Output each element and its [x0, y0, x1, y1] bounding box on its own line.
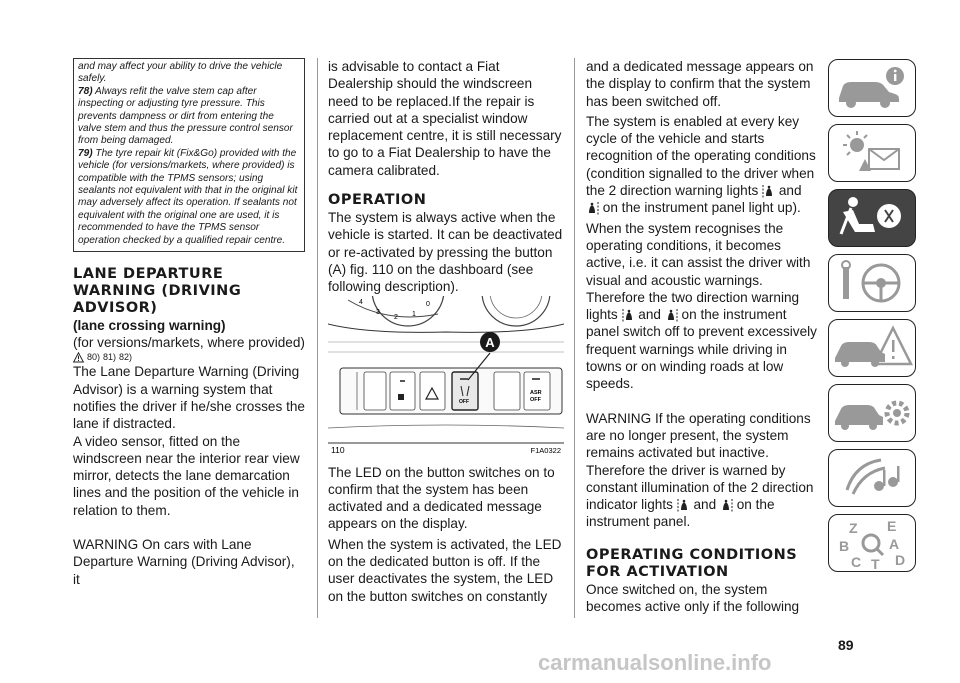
car-warning-icon — [829, 320, 915, 376]
column-divider — [574, 58, 575, 618]
paragraph-key-cycle: The system is enabled at every key cycle of the vehicle and starts recognition of the operating conditions (condition signalled to the driver when the 2 direction warning lights and on the instrument panel light up). — [586, 113, 816, 216]
index-letter-d: D — [895, 552, 906, 568]
paragraph-led-on: The LED on the button switches on to confirm that the system has been activated and a dedicated message appears on the display. — [328, 464, 555, 532]
lane-warning-right-icon — [586, 201, 599, 216]
lane-warning-right-icon — [665, 308, 678, 323]
warning-triangle-icon — [73, 352, 84, 363]
warn-ref-82: 82) — [119, 352, 133, 363]
paragraph-operation: The system is always active when the vehicle is started. It can be deactivated or re-activated by pressing the button (A) fig. 110 on the dashboard (see following description). — [328, 210, 563, 295]
watermark: carmanualsonline.info — [538, 650, 772, 675]
tab-safety[interactable] — [828, 189, 916, 247]
index-letter-t: T — [871, 556, 880, 571]
gauge-mark-0: 0 — [426, 300, 430, 308]
dashboard-illustration — [328, 296, 564, 456]
page-number: 89 — [838, 637, 854, 653]
paragraph-warning-inactive: WARNING If the operating conditions are no longer present, the system remains activated but inactive. Therefore the driver is warned by constant illumination of the 2 direction indicator lights and on the instrument panel. — [586, 410, 814, 530]
note-78: 78) Always refit the valve stem cap after inspecting or adjusting tyre pressure. This prevents dampness or dirt from entering the valve stem and thus the pressure control sensor from being damaged. — [78, 85, 293, 147]
paragraph-intro: The Lane Departure Warning (Driving Advisor) is a warning system that notifies the driver if he/she crosses the lane if distracted. — [73, 364, 305, 432]
tab-servicing[interactable] — [828, 384, 916, 442]
lane-warning-left-icon — [762, 184, 775, 199]
subtitle-lane-crossing: (lane crossing warning) — [73, 318, 226, 334]
dashboard-lights-icon — [829, 125, 915, 181]
tab-dashboard-lights[interactable] — [828, 124, 916, 182]
gauge-mark-4: 4 — [359, 298, 363, 306]
tab-emergency[interactable] — [828, 319, 916, 377]
paragraph-recognition: When the system recognises the operating conditions, it becomes active, i.e. it can assist the driver with visual and acoustic warnings. Therefore the two direction warning lights and on the instrument panel switch off to prevent excessively frequent warnings while driving in towns or on winding roads at low speeds. — [586, 220, 817, 392]
car-info-icon — [829, 60, 915, 116]
index-letter-a: A — [889, 536, 900, 552]
section-title-operating-conditions: OPERATING CONDITIONS FOR ACTIVATION — [586, 546, 798, 580]
warning-references — [73, 351, 305, 363]
warning-notes-box — [73, 58, 305, 252]
lane-warning-left-icon — [622, 308, 635, 323]
tab-multimedia[interactable] — [828, 449, 916, 507]
gauge-mark-2: 2 — [394, 313, 398, 321]
asr-off-label: OFF — [530, 396, 541, 403]
paragraph-message-display: and a dedicated message appears on the display to confirm that the system has been switched off. — [586, 59, 814, 109]
index-icon — [829, 515, 915, 571]
multimedia-icon — [829, 450, 915, 506]
section-title-lane-departure: LANE DEPARTURE WARNING (DRIVING ADVISOR) — [73, 266, 242, 317]
seat-airbag-icon — [829, 190, 915, 246]
asr-label: ASR — [530, 389, 542, 396]
index-letter-b: B — [839, 538, 850, 554]
tab-car-info[interactable] — [828, 59, 916, 117]
lane-warning-right-icon — [720, 498, 733, 513]
note-79: 79) The tyre repair kit (Fix&Go) provided with the vehicle (for versions/markets, where provided) is compatible with the TPMS sensors; using sealants not equivalent with that in the original kit may adversely affect its operation. If sealants not equivalent with the original one are used, it is recommended to have the TPMS sensor operation checked by a qualified repair centre. — [78, 147, 298, 246]
paragraph-led-off: When the system is activated, the LED on the dedicated button is off. If the user deactivates the system, the LED on the button switches on constantly — [328, 536, 562, 604]
car-service-icon — [829, 385, 915, 441]
paragraph-conditions: Once switched on, the system becomes active only if the following — [586, 581, 800, 615]
warn-ref-81: 81) — [103, 352, 117, 363]
callout-a: A — [485, 334, 495, 350]
paragraph-windscreen-replacement: is advisable to contact a Fiat Dealership should the windscreen need to be replaced.If the repair is carried out at a specialist window replacement centre, it is still necessary to go to a Fiat Dealership to have the camera calibrated. — [328, 59, 562, 178]
tab-index[interactable] — [828, 514, 916, 572]
section-title-operation: OPERATION — [328, 192, 427, 209]
index-letter-z: Z — [849, 520, 858, 536]
warn-ref-80: 80) — [87, 352, 101, 363]
versions-note: (for versions/markets, where provided) — [73, 335, 305, 351]
lane-warning-left-icon — [677, 498, 690, 513]
column-divider — [317, 58, 318, 618]
note-continuation: and may affect your ability to drive the vehicle safely. — [78, 61, 283, 85]
lane-off-label: OFF — [459, 398, 469, 405]
gauge-mark-3: 3 — [376, 308, 380, 316]
figure-110-dashboard-button — [328, 296, 564, 456]
right-column — [586, 58, 818, 615]
gauge-mark-1: 1 — [412, 310, 416, 318]
figure-code: F1A0322 — [530, 445, 561, 455]
steering-wheel-icon — [829, 255, 915, 311]
tab-starting-driving[interactable] — [828, 254, 916, 312]
middle-column — [328, 58, 564, 605]
figure-number: 110 — [331, 444, 345, 455]
index-letter-c: C — [851, 554, 862, 570]
left-column — [73, 58, 305, 588]
index-letter-e: E — [887, 518, 897, 534]
paragraph-warning-windscreen: WARNING On cars with Lane Departure Warning (Driving Advisor), it — [73, 537, 295, 587]
paragraph-video-sensor: A video sensor, fitted on the windscreen near the interior rear view mirror, detects the lane demarcation lines and the position of the vehicle in relation to them. — [73, 433, 300, 518]
